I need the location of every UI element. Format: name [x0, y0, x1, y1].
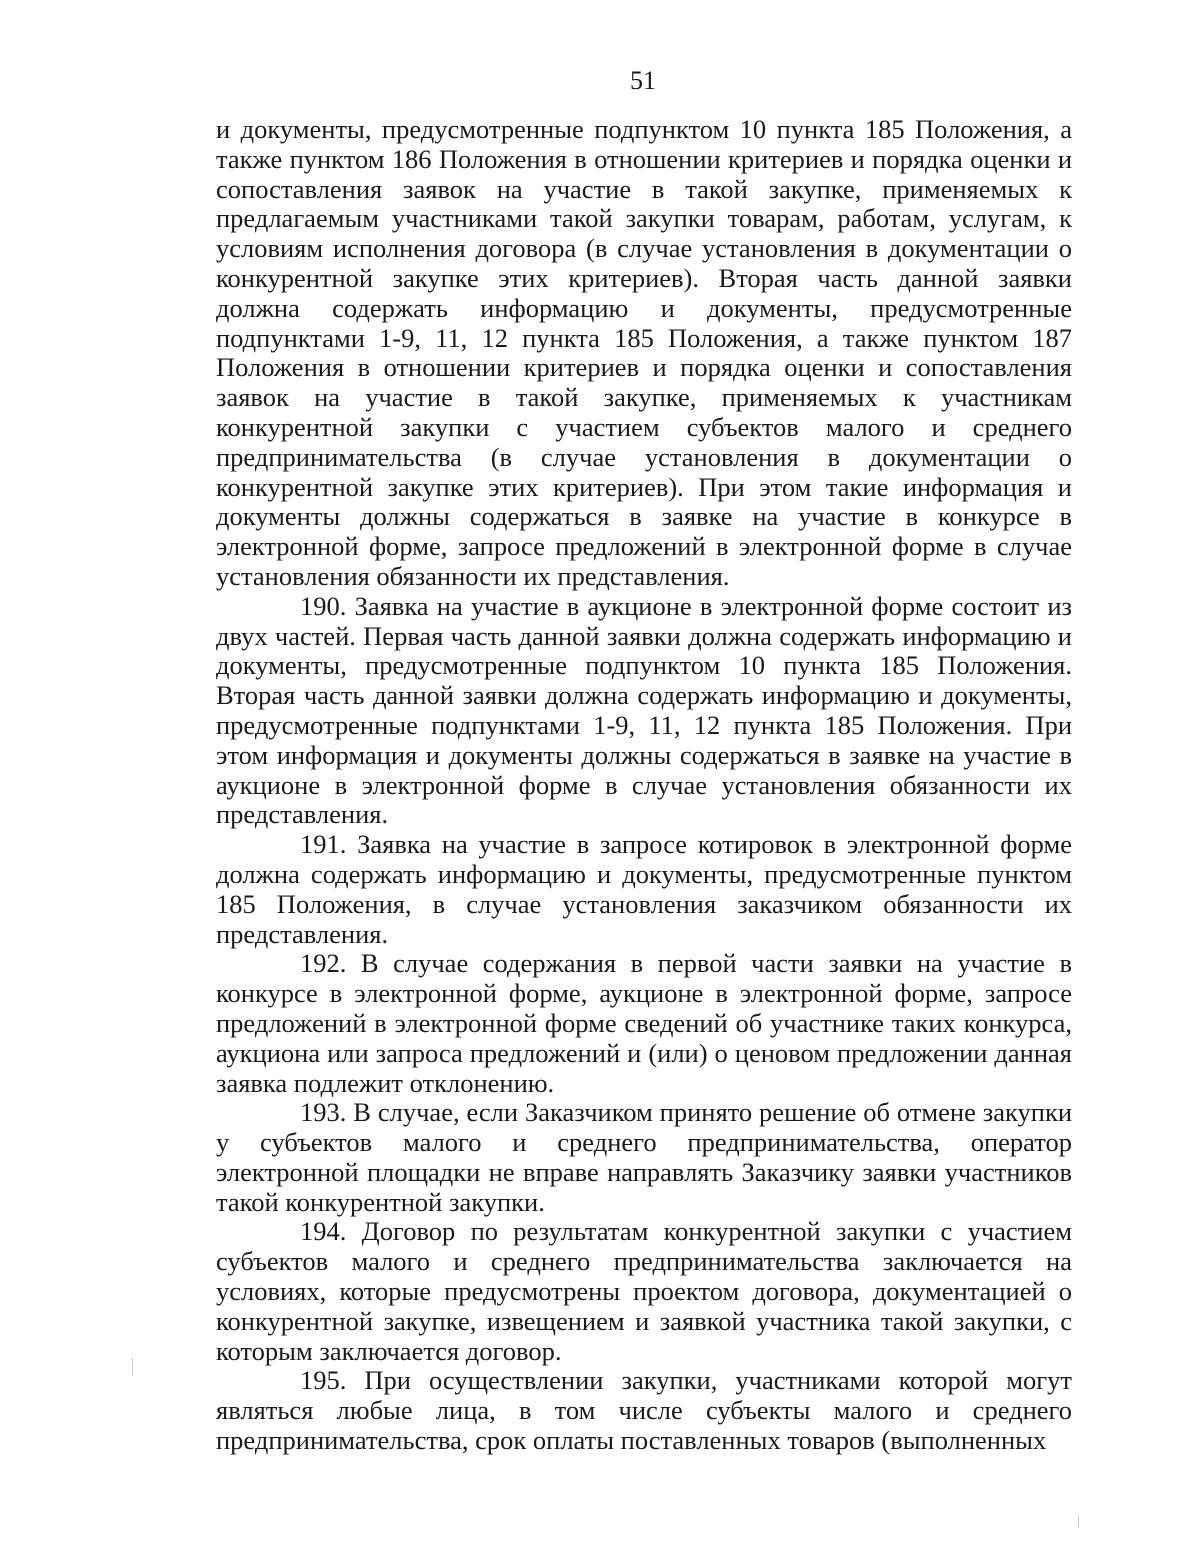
paragraph-194: 194. Договор по результатам конкурентной закупки с участием субъектов малого и среднего предпринимательства заключается на условиях, которые предусмотрены проектом договора, документацией о конкурентной закупке, извещением и заявкой участника такой закупки, с которым заключается договор.: [216, 1216, 1072, 1366]
paragraph-192: 192. В случае содержания в первой части заявки на участие в конкурсе в электронной форме, аукционе в электронной форме, запросе предложений в электронной форме сведений об участнике таких конкурса, аукциона или запроса предложений и (или) о ценовом предложении данная заявка подлежит отклонению.: [216, 948, 1072, 1098]
paragraph-191: 191. Заявка на участие в запросе котировок в электронной форме должна содержать информацию и документы, предусмотренные пунктом 185 Положения, в случае установления заказчиком обязанности их представления.: [216, 829, 1072, 949]
paragraph-190: 190. Заявка на участие в аукционе в электронной форме состоит из двух частей. Первая часть данной заявки должна содержать информацию и документы, предусмотренные подпунктом 10 пункта 185 Положения. Вторая часть данной заявки должна содержать информацию и документы, предусмотренные подпунктами 1-9, 11, 12 пункта 185 Положения. При этом информация и документы должны содержаться в заявке на участие в аукционе в электронной форме в случае установления обязанности их представления.: [216, 590, 1072, 830]
paragraph-195: 195. При осуществлении закупки, участниками которой могут являться любые лица, в том числе субъекты малого и среднего предпринимательства, срок оплаты поставленных товаров (выполненных: [216, 1365, 1072, 1456]
scan-artifact-right: [1078, 1516, 1079, 1528]
paragraph-continuation: и документы, предусмотренные подпунктом 10 пункта 185 Положения, а также пунктом 186 Положения в отношении критериев и порядка оценки и сопоставления заявок на участие в такой закупке, применяемых к предлагаемым участниками такой закупки товарам, работам, услугам, к условиям исполнения договора (в случае установления в документации о конкурентной закупке этих критериев). Вторая часть данной заявки должна содержать информацию и документы, предусмотренные подпунктами 1-9, 11, 12 пункта 185 Положения, а также пунктом 187 Положения в отношении критериев и порядка оценки и сопоставления заявок на участие в такой закупке, применяемых к участникам конкурентной закупки с участием субъектов малого и среднего предпринимательства (в случае установления в документации о конкурентной закупке этих критериев). При этом такие информация и документы должны содержаться в заявке на участие в конкурсе в электронной форме, запросе предложений в электронной форме в случае установления обязанности их представления.: [216, 114, 1072, 591]
paragraph-193: 193. В случае, если Заказчиком принято решение об отмене закупки у субъектов малого и среднего предпринимательства, оператор электронной площадки не вправе направлять Заказчику заявки участников такой конкурентной закупки.: [216, 1097, 1072, 1217]
document-body: [216, 115, 1072, 1456]
scan-artifact-left: [132, 1358, 133, 1376]
page-number: 51: [630, 66, 656, 95]
